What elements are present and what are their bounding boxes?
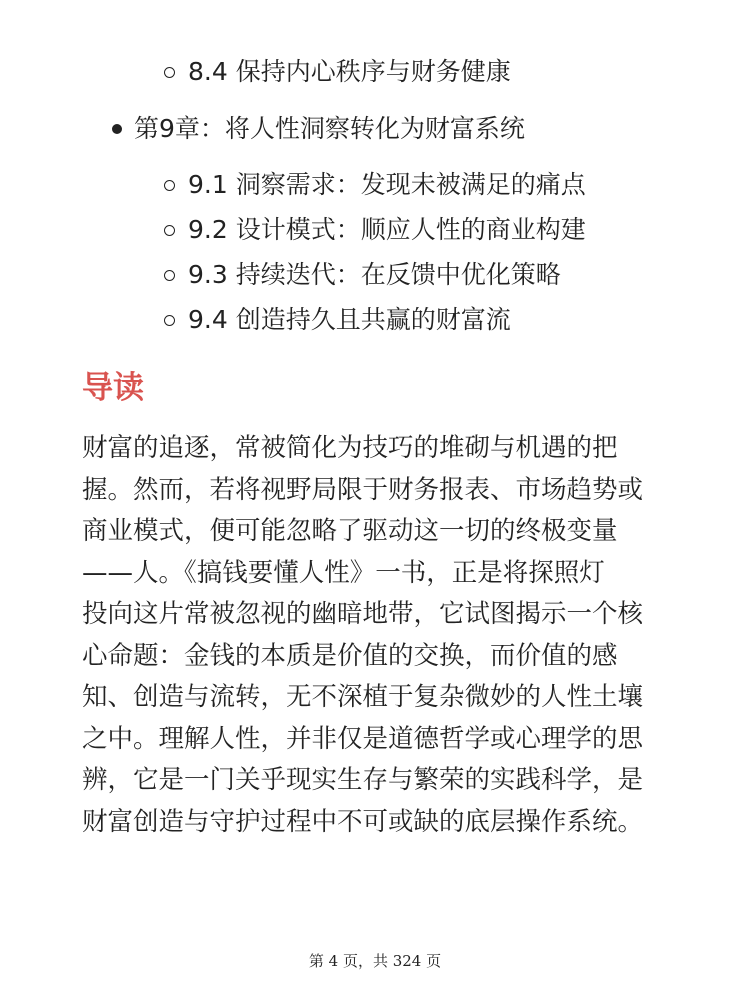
toc-item-8-4: 8.4 保持内心秩序与财务健康 (188, 55, 511, 89)
paragraph-line: 知、创造与流转，无不深植于复杂微妙的人性土壤 (82, 682, 644, 712)
toc-item-9-1: 9.1 洞察需求：发现未被满足的痛点 (188, 168, 586, 202)
paragraph-line: ——人。《搞钱要懂人性》一书，正是将探照灯 (82, 557, 605, 588)
toc-item-9-4: 9.4 创造持久且共赢的财富流 (188, 303, 511, 337)
toc-item-9-3: 9.3 持续迭代：在反馈中优化策略 (188, 258, 561, 292)
paragraph-line: 财富的追逐，常被简化为技巧的堆砌与机遇的把 (82, 433, 618, 463)
paragraph-line: 之中。理解人性，并非仅是道德哲学或心理学的思 (82, 723, 644, 754)
intro-paragraph (82, 428, 672, 843)
page-number: 第 4 页，共 324 页 (308, 952, 442, 970)
paragraph-line: 心命题：金钱的本质是价值的交换，而价值的感 (82, 640, 618, 671)
paragraph-line: 投向这片常被忽视的幽暗地带，它试图揭示一个核 (82, 599, 644, 629)
paragraph-line: 商业模式，便可能忽略了驱动这一切的终极变量 (82, 516, 618, 546)
toc-item-9-2: 9.2 设计模式：顺应人性的商业构建 (188, 213, 586, 247)
paragraph-line: 握。然而，若将视野局限于财务报表、市场趋势或 (82, 474, 644, 505)
toc-chapter-9: 第9章：将人性洞察转化为财富系统 (134, 112, 525, 146)
paragraph-line: 辨，它是一门关乎现实生存与繁荣的实践科学，是 (82, 765, 644, 795)
section-heading: 导读 (82, 370, 144, 406)
paragraph-line: 财富创造与守护过程中不可或缺的底层操作系统。 (82, 806, 644, 837)
